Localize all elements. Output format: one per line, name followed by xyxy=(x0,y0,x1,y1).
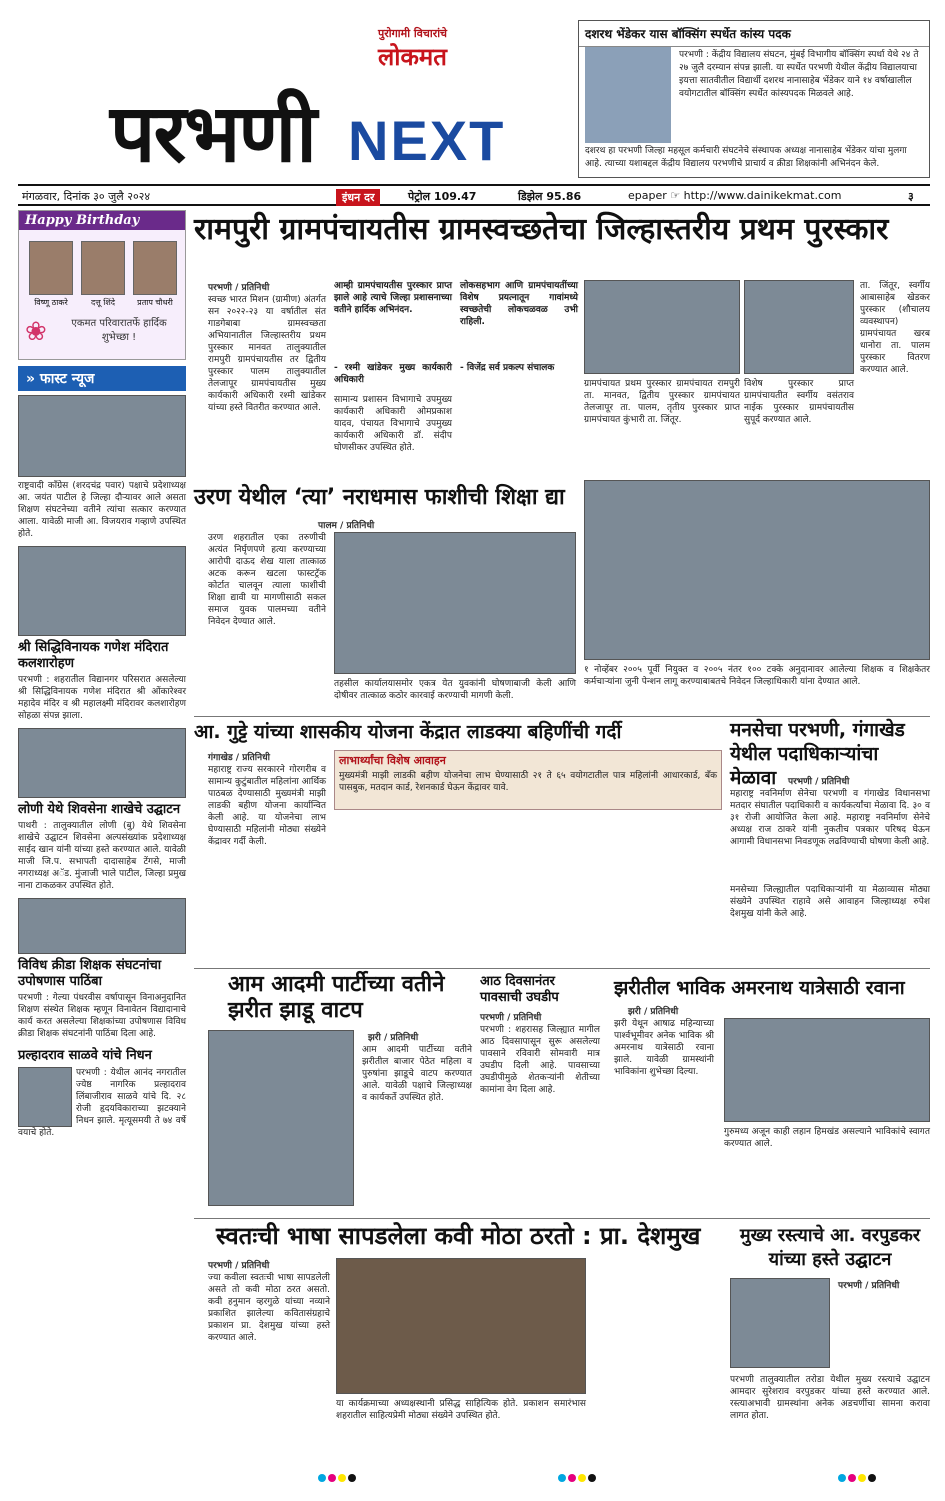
info-box xyxy=(334,750,722,810)
diesel-rate: डिझेल 95.86 xyxy=(518,190,582,203)
birthday-name: विष्णू ठाकरे xyxy=(34,298,68,307)
quote-text: आम्ही ग्रामपंचायतीस पुरस्कार प्राप्त झाले आहे त्याचे जिल्हा प्रशासनाच्या वतीने हार्दिक अभिनंदन. xyxy=(334,281,452,315)
byline: झरी / प्रतिनिधी xyxy=(368,1033,419,1043)
lead-headline: रामपुरी ग्रामपंचायतीस ग्रामस्वच्छतेचा जिल्हास्तरीय प्रथम पुरस्कार xyxy=(194,212,889,247)
avatar xyxy=(133,241,177,295)
ladki-headline: आ. गुट्टे यांच्या शासकीय योजना केंद्रात लाडक्या बहिणींची गर्दी xyxy=(194,721,622,743)
photo-caption: १ नोव्हेंबर २००५ पूर्वी नियुक्त व २००५ नंतर १०० टक्के अनुदानावर आलेल्या शिक्षक व शिक्षकेतर कर्मचाऱ्यांना जुनी पेन्शन लागू करण्याबाबतचे निवेदन जिल्हाधिकारी यांना देण्यात आले. xyxy=(584,665,930,687)
masthead-edition: NEXT xyxy=(348,109,506,172)
rain-headline: आठ दिवसानंतर पावसाची उघडीप xyxy=(480,974,559,1005)
news-photo xyxy=(18,898,186,954)
info-box-text: मुख्यमंत्री माझी लाडकी बहीण योजनेचा लाभ घेण्यासाठी २१ ते ६५ वयोगटातील पात्र महिलांनी आधारकार्ड, बँक पासबुक, मतदान कार्ड, रेशनकार्ड घेऊन केंद्रावर यावे. xyxy=(339,771,717,793)
side-story-text: परभणी : केंद्रीय विद्यालय संघटन, मुंबई विभागीय बॉक्सिंग स्पर्धा येथे २४ ते २७ जुलै दरम्यान संपन्न झाली. या स्पर्धेत परभणी येथील केंद्रीय विद्यालयाचा इयत्ता सातवीतील विद्यार्थी दशरथ नानासाहेब भेंडेकर याने १४ वर्षाखालील वयोगटातील बॉक्सिंग स्पर्धेत कांस्यपदक मिळवले आहे. xyxy=(679,50,919,99)
photo-caption: विशेष पुरस्कार प्राप्त ग्रामपंचायतीत स्वर्गीय वसंतराव नाईक पुरस्कार ग्रामपंचायतीस सुपूर्द करण्यात आले. xyxy=(744,379,854,425)
page-number: ३ xyxy=(908,190,914,203)
article-text: झरी येथून आषाढ महिन्याच्या पार्श्वभूमीवर अनेक भाविक श्री अमरनाथ यात्रेसाठी रवाना झाले. यावेळी ग्रामस्थांनी भाविकांना शुभेच्छा दिल्या. xyxy=(614,1019,714,1077)
news-headline: श्री सिद्धिविनायक गणेश मंदिरात कलशारोहण xyxy=(18,640,169,671)
fast-news-item: परभणी : येथील आनंद नगरातील ज्येष्ठ नागरिक प्रल्हादराव लिंबाजीराव साळवे यांचे दि. २८ रोजी हृदयविकाराच्या झटक्याने निधन झाले. मृत्यूसमयी ते ७४ वर्षे वयाचे होते. xyxy=(18,1068,186,1138)
book-launch-photo xyxy=(336,1258,586,1394)
article-text: परभणी : शहरासह जिल्ह्यात मागील आठ दिवसापासून सुरू असलेल्या पावसाने रविवारी सोमवारी मात्र उघडीप दिली आहे. पावसाच्या उघडीपीमुळे शेतकऱ्यांनी शेतीच्या कामांना वेग दिला आहे. xyxy=(480,1025,600,1095)
news-photo xyxy=(18,395,186,477)
avatar xyxy=(29,241,73,295)
photo-caption: गुरुमध्य अजून काही लहान हिमखंड असल्याने भाविकांचे स्वागत करण्यात आले. xyxy=(724,1127,930,1149)
article-text: ता. जिंतूर, स्वर्गीय आबासाहेब खेडकर पुरस्कार (शौचालय व्यवस्थापन) ग्रामपंचायत खरब धानोरा ता. पालम पुरस्कार वितरण करण्यात आले. xyxy=(860,281,930,375)
birthday-wish: एकमत परिवारातर्फे हार्दिक शुभेच्छा ! xyxy=(71,318,167,343)
chevron-icon: » xyxy=(26,371,40,387)
fast-news-label xyxy=(18,366,186,391)
epaper-link[interactable]: epaper ☞ http://www.dainikekmat.com xyxy=(628,189,842,202)
birthday-box xyxy=(18,210,186,360)
quote-attrib: - विजेंद्र सर्व प्रकल्प संचालक xyxy=(460,363,555,373)
print-registration-marks xyxy=(838,1470,876,1486)
article-text: या कार्यक्रमाच्या अध्यक्षस्थानी प्रसिद्ध साहित्यिक होते. प्रकाशन समारंभास शहरातील साहित्यप्रेमी मोठ्या संख्येने उपस्थित होते. xyxy=(336,1399,586,1421)
article-text: मनसेच्या जिल्ह्यातील पदाधिकाऱ्यांनी या मेळाव्यास मोठ्या संख्येने उपस्थित राहावे असे आवाहन जिल्हाध्यक्ष रुपेश देशमुख यांनी केले आहे. xyxy=(730,885,930,919)
byline: गंगाखेड / प्रतिनिधी xyxy=(208,753,270,763)
article-text: स्वच्छ भारत मिशन (ग्रामीण) अंतर्गत सन २०२२-२३ या वर्षातील संत गाडगेबाबा ग्रामस्वच्छता अभियानातील जिल्हास्तरीय प्रथम पुरस्कार मानवत तालुक्यातील रामपुरी ग्रामपंचायतीस तर द्वितीय पुरस्कार पालम तालुक्यातील तेलजापूर ग्रामपंचायतीस मुख्य कार्यकारी अधिकारी रश्मी खांडेकर यांच्या हस्ते वितरीत करण्यात आले. xyxy=(208,295,326,413)
side-story-photo xyxy=(585,47,671,143)
byline: परभणी / प्रतिनिधी xyxy=(480,1013,542,1023)
news-headline: लोणी येथे शिवसेना शाखेचे उद्घाटन xyxy=(18,802,181,817)
birthday-name: दत्तू शिंदे xyxy=(90,298,116,307)
left-column xyxy=(18,210,186,1482)
photo-caption: ग्रामपंचायत प्रथम पुरस्कार ग्रामपंचायत रामपुरी ता. मानवत, द्वितीय पुरस्कार ग्रामपंचायत तेलजापूर ता. पालम, तृतीय पुरस्कार प्राप्त ग्रामपंचायत कुंभारी ता. जिंतूर. xyxy=(584,379,740,425)
fuel-label: इंधन दर xyxy=(336,189,380,206)
byline: परभणी / प्रतिनिधी xyxy=(208,1261,270,1271)
poet-headline: स्वतःची भाषा सापडलेला कवी मोठा ठरतो : प्रा. देशमुख xyxy=(216,1222,701,1250)
protest-photo xyxy=(334,532,576,674)
side-story-box xyxy=(578,20,930,178)
byline: परभणी / प्रतिनिधी xyxy=(208,283,270,293)
news-photo xyxy=(18,728,186,798)
memorandum-photo xyxy=(584,480,930,660)
print-registration-marks xyxy=(318,1470,356,1486)
byline: परभणी / प्रतिनिधी xyxy=(838,1281,900,1291)
flower-icon: ❀ xyxy=(25,317,47,347)
quote-attrib: - रश्मी खांडेकर मुख्य कार्यकारी अधिकारी xyxy=(334,363,452,385)
news-headline: विविध क्रीडा शिक्षक संघटनांचा उपोषणास पाठिंबा xyxy=(18,958,162,989)
inauguration-photo xyxy=(730,1278,830,1368)
masthead-paper-logo: लोकमत xyxy=(378,42,447,71)
article-text: सामान्य प्रशासन विभागाचे उपमुख्य कार्यकारी अधिकारी ओमप्रकाश यादव, पंचायत विभागाचे उपमुख्य कार्यकारी अधिकारी डॉ. संदीप घोणसीकर उपस्थित होते. xyxy=(334,395,452,453)
side-story-text2: दशरथ हा परभणी जिल्हा महसूल कर्मचारी संघटनेचे संस्थापक अध्यक्ष नानासाहेब भेंडेकर यांचा मुलगा आहे. त्याच्या यशाबद्दल केंद्रीय विद्यालय परभणीचे प्राचार्य व क्रीडा शिक्षकांनी अभिनंदन केले. xyxy=(585,146,907,169)
newspaper-page xyxy=(18,12,930,1482)
uran-headline: उरण येथील ‘त्या’ नराधमास फाशीची शिक्षा द्या xyxy=(194,485,565,510)
fast-news-item: राष्ट्रवादी काँग्रेस (शरदचंद्र पवार) पक्षाचे प्रदेशाध्यक्ष आ. जयंत पाटील हे जिल्हा दौऱ्यावर आले असता शिक्षण संघटनेच्या वतीने त्यांचा सत्कार करण्यात आला. यावेळी माजी आ. विजयराव गव्हाणे उपस्थित होते. xyxy=(18,481,186,539)
article-text: परभणी तालुक्यातील तरोडा येथील मुख्य रस्त्याचे उद्घाटन आमदार सुरेशराव वरपुडकर यांच्या हस्ते करण्यात आले. रस्त्याअभावी ग्रामस्थांना अनेक अडचणींचा सामना करावा लागत होता. xyxy=(730,1375,930,1421)
pilgrims-photo xyxy=(724,1018,930,1122)
article-text: उरण शहरातील एका तरुणीची अत्यंत निर्घृणपणे हत्या करण्याच्या आरोपी दाऊद शेख याला तात्काळ अटक करून खटला फास्टट्रॅक कोर्टात चालवून त्याला फाशीची शिक्षा द्यावी या मागणीसाठी सकल समाज युवक पालमच्या वतीने निवेदन देण्यात आले. xyxy=(208,533,326,627)
lead-story xyxy=(194,212,930,248)
side-story-title: दशरथ भेंडेकर यास बॉक्सिंग स्पर्धेत कांस्य पदक xyxy=(579,21,929,47)
award-photo xyxy=(744,280,854,374)
birthday-title: Happy Birthday xyxy=(19,211,185,230)
road-headline: मुख्य रस्त्याचे आ. वरपुडकर यांच्या हस्ते उद्घाटन xyxy=(739,1225,921,1270)
news-headline: प्रल्हादराव साळवे यांचे निधन xyxy=(18,1048,152,1063)
obituary-photo xyxy=(18,1067,72,1127)
quote-text: लोकसहभाग आणि ग्रामपंचायतींच्या विशेष प्रयत्नातून गावांमध्ये स्वच्छतेची लोकचळवळ उभी राहिली. xyxy=(460,281,578,327)
award-photo xyxy=(584,280,740,374)
mns-headline: मनसेचा परभणी, गंगाखेड येथील पदाधिकाऱ्यांचा मेळावा xyxy=(730,719,905,789)
divider xyxy=(194,968,930,969)
print-registration-marks xyxy=(558,1470,596,1486)
byline: पालम / प्रतिनिधी xyxy=(318,521,375,531)
article-text: महाराष्ट्र राज्य सरकारने गोरगरीब व सामान्य कुटुंबातील महिलांना आर्थिक पाठबळ देण्यासाठी मुख्यमंत्री माझी लाडकी बहीण योजना कार्यान्वित केली आहे. या योजनेचा लाभ घेण्यासाठी महिलांनी मोठ्या संख्येने केंद्रावर गर्दी केली. xyxy=(208,765,326,847)
dateline-bar xyxy=(18,184,930,206)
divider xyxy=(194,1218,930,1219)
masthead-tagline: पुरोगामी विचारांचे xyxy=(378,27,448,40)
issue-date: मंगळवार, दिनांक ३० जुलै २०२४ xyxy=(22,190,151,203)
fast-news-item: पाथरी : तालुक्यातील लोणी (बु) येथे शिवसेना शाखेचे उद्घाटन शिवसेना अल्पसंख्यांक प्रदेशाध्यक्ष साईद खान यांनी यांच्या हस्ते करण्यात आले. यावेळी माजी जि.प. सभापती दादासाहेब टेंगसे, माजी नगराध्यक्ष अॅड. मुंजाजी भाले पाटील, जिल्हा प्रमुख नाना टाकळकर उपस्थित होते. xyxy=(18,821,186,891)
news-photo xyxy=(18,546,186,636)
byline: झरी / प्रतिनिधी xyxy=(628,1007,679,1017)
article-text: महाराष्ट्र नवनिर्माण सेनेचा परभणी व गंगाखेड विधानसभा मतदार संघातील पदाधिकारी व कार्यकर्त्यांचा मेळावा दि. ३० व ३१ रोजी आयोजित केला आहे. महाराष्ट्र नवनिर्माण सेनेचे अध्यक्ष राज ठाकरे यांनी नुकतीच पत्रकार परिषद घेऊन आगामी विधानसभा निवडणूक लढविण्याची घोषणा केली आहे. xyxy=(730,789,930,847)
amarnath-headline: झरीतील भाविक अमरनाथ यात्रेसाठी रवाना xyxy=(614,977,905,999)
article-text: तहसील कार्यालयासमोर एकत्र येत युवकांनी घोषणाबाजी केली आणि दोषीवर तात्काळ कठोर कारवाई करण्याची मागणी केली. xyxy=(334,679,576,701)
fast-news-text: फास्ट न्यूज xyxy=(39,371,95,387)
aap-headline: आम आदमी पार्टीच्या वतीने झरीत झाडू वाटप xyxy=(228,972,445,1023)
article-text: आम आदमी पार्टीच्या वतीने झरीतील बाजार पेठेत महिला व पुरुषांना झाडूचे वाटप करण्यात आले. यावेळी पक्षाचे जिल्हाध्यक्ष व कार्यकर्ते उपस्थित होते. xyxy=(362,1045,472,1103)
divider xyxy=(194,716,930,717)
birthday-name: प्रताप चौधरी xyxy=(137,298,173,307)
info-box-head: लाभार्थ्यांचा विशेष आवाहन xyxy=(339,754,446,767)
fast-news-item: परभणी : शहरातील विद्यानगर परिसरात असलेल्या श्री सिद्धिविनायक गणेश मंदिरात श्री ओंकारेश्वर महादेव मंदिर व श्री महालक्ष्मी मंदिरावर कलशारोहण सोहळा संपन्न झाला. xyxy=(18,675,186,721)
fast-news-item: परभणी : गेल्या पंधरवीस वर्षापासून विनाअनुदानित शिक्षण संस्थेत शिक्षक म्हणून विनावेतन विद्यादानाचे कार्य करत असलेल्या शिक्षकांच्या उपोषणास विविध क्रीडा शिक्षक संघटनांनी पाठिंबा दिला आहे. xyxy=(18,993,186,1039)
avatar xyxy=(81,241,125,295)
masthead-title: परभणी xyxy=(110,87,315,180)
masthead xyxy=(18,12,578,180)
aap-photo xyxy=(208,1030,354,1206)
petrol-rate: पेट्रोल 109.47 xyxy=(408,190,477,203)
article-text: ज्या कवीला स्वतःची भाषा सापडलेली असते तो कवी मोठा ठरत असतो. कवी हनुमान व्हरगुळे यांच्या नव्याने प्रकाशित झालेल्या कवितासंग्रहाचे प्रकाशन प्रा. देशमुख यांच्या हस्ते करण्यात आले. xyxy=(208,1273,330,1343)
byline: परभणी / प्रतिनिधी xyxy=(788,777,850,787)
